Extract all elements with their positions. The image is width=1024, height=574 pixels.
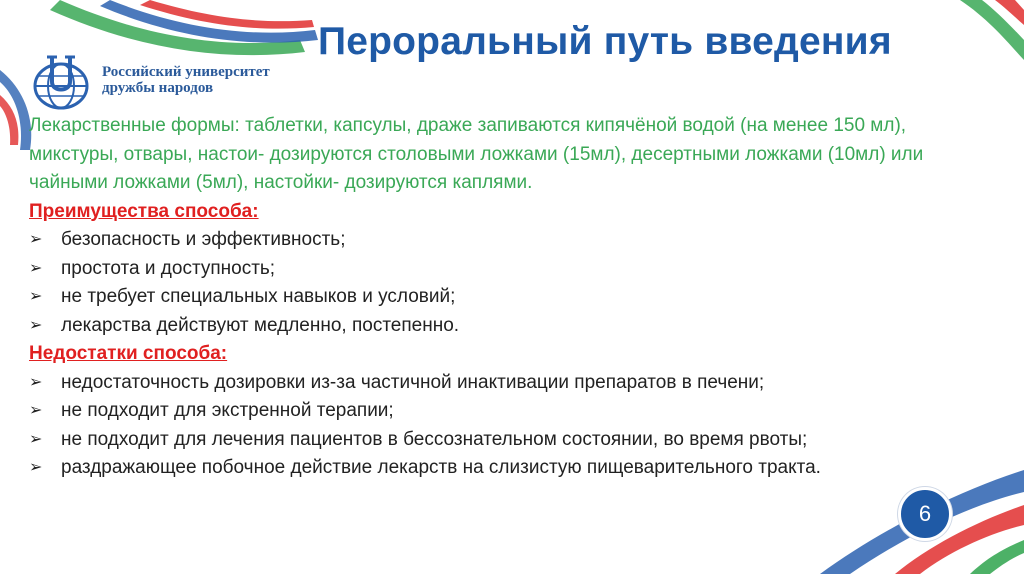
disadvantages-heading: Недостатки способа: xyxy=(29,343,228,364)
rudn-globe-logo xyxy=(30,52,92,112)
list-item: ➢ простота и доступность; xyxy=(29,255,989,284)
arrow-bullet-icon: ➢ xyxy=(29,231,43,248)
logo-line-1: Российский университет xyxy=(102,64,270,80)
arrow-bullet-icon: ➢ xyxy=(29,259,43,277)
list-item: ➢ раздражающее побочное действие лекарств на слизистую пищеварительного тракта. xyxy=(29,454,989,483)
arrow-bullet-icon: ➢ xyxy=(29,316,43,334)
slide-title: Пероральный путь введения xyxy=(318,20,892,63)
arrow-bullet-icon: ➢ xyxy=(29,430,43,448)
list-item: ➢ не подходит для экстренной терапии; xyxy=(29,397,989,426)
arrow-bullet-icon: ➢ xyxy=(29,373,43,391)
slide-body xyxy=(29,112,989,483)
arrow-bullet-icon: ➢ xyxy=(29,402,43,419)
intro-paragraph: Лекарственные формы: таблетки, капсулы, драже запиваются кипячёной водой (на менее 150 мл), микстуры, отвары, настои- дозируются столовыми ложками (15мл), десертными ложками (10мл) или чайными ложками (5мл), настойки- дозируются каплями. xyxy=(29,115,924,193)
list-item: ➢ не требует специальных навыков и условий; xyxy=(29,283,989,312)
logo-line-2: дружбы народов xyxy=(102,80,214,96)
list-item: ➢ не подходит для лечения пациентов в бессознательном состоянии, во время рвоты; xyxy=(29,426,989,455)
disadvantages-list xyxy=(29,369,989,483)
list-item: ➢ лекарства действуют медленно, постепенно. xyxy=(29,312,989,341)
university-logo xyxy=(30,52,290,112)
list-item: ➢ безопасность и эффективность; xyxy=(29,226,989,255)
advantages-list xyxy=(29,226,989,340)
list-item: ➢ недостаточность дозировки из-за частичной инактивации препаратов в печени; xyxy=(29,369,989,398)
advantages-heading: Преимущества способа: xyxy=(29,200,259,222)
page-number-badge: 6 xyxy=(898,487,952,541)
arrow-bullet-icon: ➢ xyxy=(29,288,43,305)
arrow-bullet-icon: ➢ xyxy=(29,459,43,476)
